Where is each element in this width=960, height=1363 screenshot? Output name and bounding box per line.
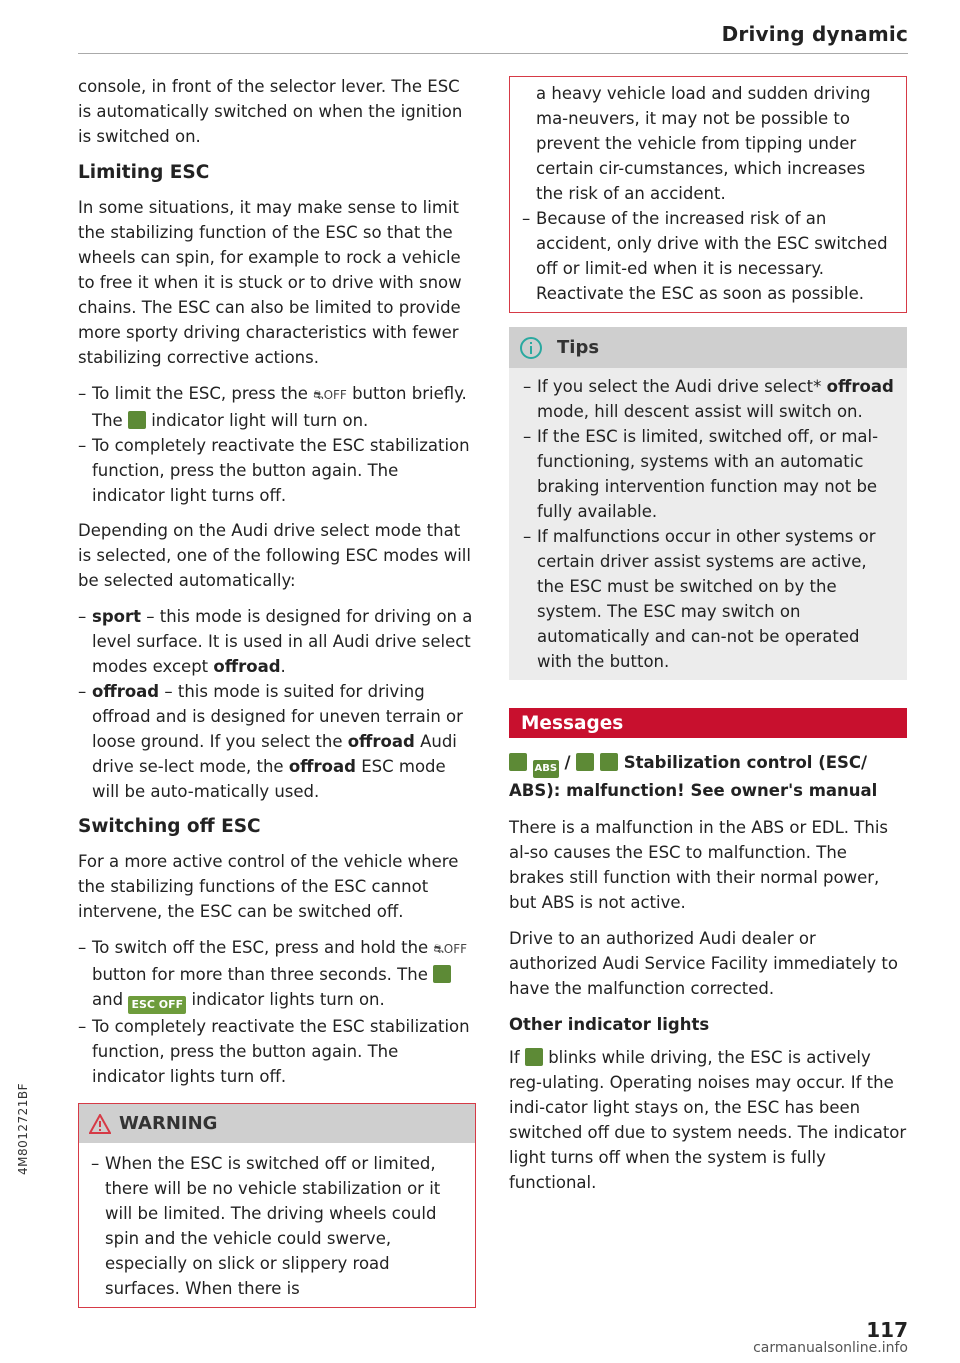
left-column (78, 74, 476, 1308)
warning-box-continued (509, 76, 907, 313)
tips-list (523, 374, 895, 674)
esc-off-button-icon: ⛐OFF (433, 942, 468, 956)
right-column (509, 76, 907, 1206)
messages-section-header: Messages (509, 708, 907, 738)
warning-header: WARNING (79, 1104, 475, 1143)
switch-paragraph: For a more active control of the vehicle where the stabilizing functions of the ESC cannot intervene, the ESC can be switched off. (78, 852, 459, 921)
list-item-offroad: – offroad – this mode is suited for driving offroad and is designed for uneven terrain or loose ground. If you select the offroad Audi drive se-lect mode, the offroad ESC mode will be auto-matically used. (78, 679, 476, 804)
heading-switching-off-esc: Switching off ESC (78, 816, 261, 837)
tips-header: Tips (509, 327, 907, 368)
list-item: – To limit the ESC, press the ⛐OFF button briefly. The indicator light will turn on. (78, 381, 476, 433)
list-item-sport: – sport – this mode is designed for driving on a level surface. It is used in all Audi drive select modes except offroad. (78, 604, 476, 679)
intro-paragraph: console, in front of the selector lever. The ESC is automatically switched on when the ignition is switched on. (78, 77, 463, 146)
list-item: – If malfunctions occur in other systems or certain driver assist systems are active, the ESC must be switched on by the system. The ESC may switch on automatically and can-not be operated with the button. (523, 524, 895, 674)
esc-indicator-icon (509, 753, 527, 771)
esc-indicator-icon (128, 411, 146, 429)
watermark: carmanualsonline.info (753, 1340, 908, 1356)
header-rule (78, 53, 908, 54)
message-paragraph-1: There is a malfunction in the ABS or EDL. This al-so causes the ESC to malfunction. The brakes still function with their normal power, but ABS is not active. (509, 818, 889, 912)
warning-box (78, 1103, 476, 1308)
message-paragraph-2: Drive to an authorized Audi dealer or authorized Audi Service Facility immediately to have the malfunction corrected. (509, 929, 898, 998)
page-number: 117 (866, 1318, 908, 1342)
depend-paragraph: Depending on the Audi drive select mode that is selected, one of the following ESC modes will be selected automatically: (78, 521, 471, 590)
esc-indicator-icon (525, 1048, 543, 1066)
list-item: – If the ESC is limited, switched off, or mal-functioning, systems with an automatic braking intervention function may not be fully available. (523, 424, 895, 524)
page-section-title: Driving dynamic (721, 22, 908, 46)
warning-continuation: a heavy vehicle load and sudden driving ma-neuvers, it may not be possible to prevent the vehicle from tipping under certain cir-cumstances, which increases the risk of an accident. (536, 84, 871, 203)
brake-indicator-icon (600, 753, 618, 771)
list-item: – Because of the increased risk of an accident, only drive with the ESC switched off or limit-ed when it is necessary. Reactivate the ESC as soon as possible. (522, 206, 892, 306)
limit-steps (78, 381, 476, 508)
tips-box (509, 327, 907, 680)
esc-modes-list (78, 604, 476, 804)
document-code: 4M8012721BF (16, 1082, 30, 1175)
list-item: – If you select the Audi drive select* offroad mode, hill descent assist will switch on. (523, 374, 895, 424)
list-item: – To completely reactivate the ESC stabilization function, press the button again. The indicator lights turn off. (78, 1014, 476, 1089)
warning-list (91, 1151, 463, 1301)
warning-list-continued (522, 206, 892, 306)
limit-paragraph: In some situations, it may make sense to limit the stabilizing function of the ESC so that the wheels can spin, for example to rock a vehicle to free it when it is stuck or to drive with snow chains. The ESC can also be limited to provide more sporty driving characteristics with fewer stabilizing corrective actions. (78, 198, 462, 367)
list-item: – To completely reactivate the ESC stabilization function, press the button again. The indicator light turns off. (78, 433, 476, 508)
esc-off-indicator-icon: ESC OFF (128, 996, 186, 1014)
esc-off-button-icon: ⛐OFF (313, 388, 347, 402)
list-item: – When the ESC is switched off or limited, there will be no vehicle stabilization or it will be limited. The driving wheels could spin and the vehicle could swerve, especially on slick or slippery road surfaces. When there is (91, 1151, 463, 1301)
other-indicator-paragraph: If blinks while driving, the ESC is actively reg-ulating. Operating noises may occur. If the indi-cator light stays on, the ESC has been switched off due to system needs. The indicator light turns off when the system is fully functional. (509, 1048, 907, 1192)
heading-limiting-esc: Limiting ESC (78, 162, 210, 183)
esc-indicator-icon (433, 965, 451, 983)
list-item: – To switch off the ESC, press and hold the ⛐OFF button for more than three seconds. The and ESC OFF indicator lights turn on. (78, 935, 476, 1014)
info-icon (519, 336, 543, 360)
esc-indicator-icon (576, 753, 594, 771)
abs-indicator-icon: ABS (533, 760, 559, 778)
warning-triangle-icon (89, 1114, 111, 1134)
switch-steps (78, 935, 476, 1089)
heading-other-indicator-lights: Other indicator lights (509, 1015, 710, 1034)
message-heading: ABS / Stabilization control (ESC/ ABS): malfunction! See owner's manual (509, 753, 878, 800)
